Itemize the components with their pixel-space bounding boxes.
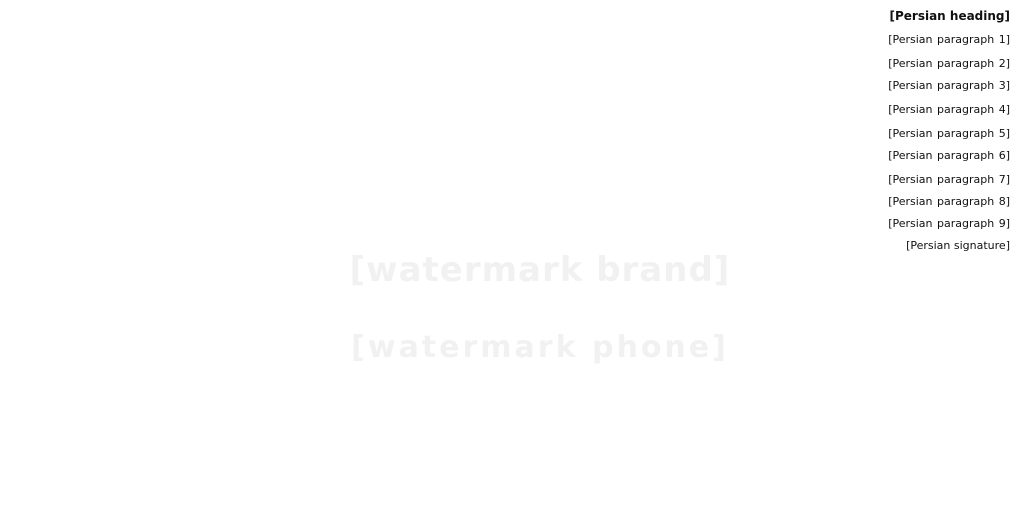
notice-signature: [Persian signature]	[906, 239, 1010, 252]
notice-paragraph: [Persian paragraph 8]	[888, 195, 1010, 208]
notice-paragraph: [Persian paragraph 4]	[888, 103, 1010, 116]
notice-paragraph: [Persian paragraph 5]	[888, 127, 1010, 140]
watermark-phone: [watermark phone]	[351, 330, 729, 365]
notice-paragraph: [Persian paragraph 6]	[888, 149, 1010, 162]
notice-paragraph: [Persian paragraph 1]	[888, 33, 1010, 46]
watermark	[330, 250, 750, 365]
watermark-brand: [watermark brand]	[349, 250, 731, 290]
notice-title: [Persian heading]	[889, 9, 1010, 23]
notice-paragraph: [Persian paragraph 7]	[888, 173, 1010, 186]
notice-paragraph: [Persian paragraph 9]	[888, 217, 1010, 230]
notice-paragraph: [Persian paragraph 2]	[888, 57, 1010, 70]
notice-paragraph: [Persian paragraph 3]	[888, 79, 1010, 92]
